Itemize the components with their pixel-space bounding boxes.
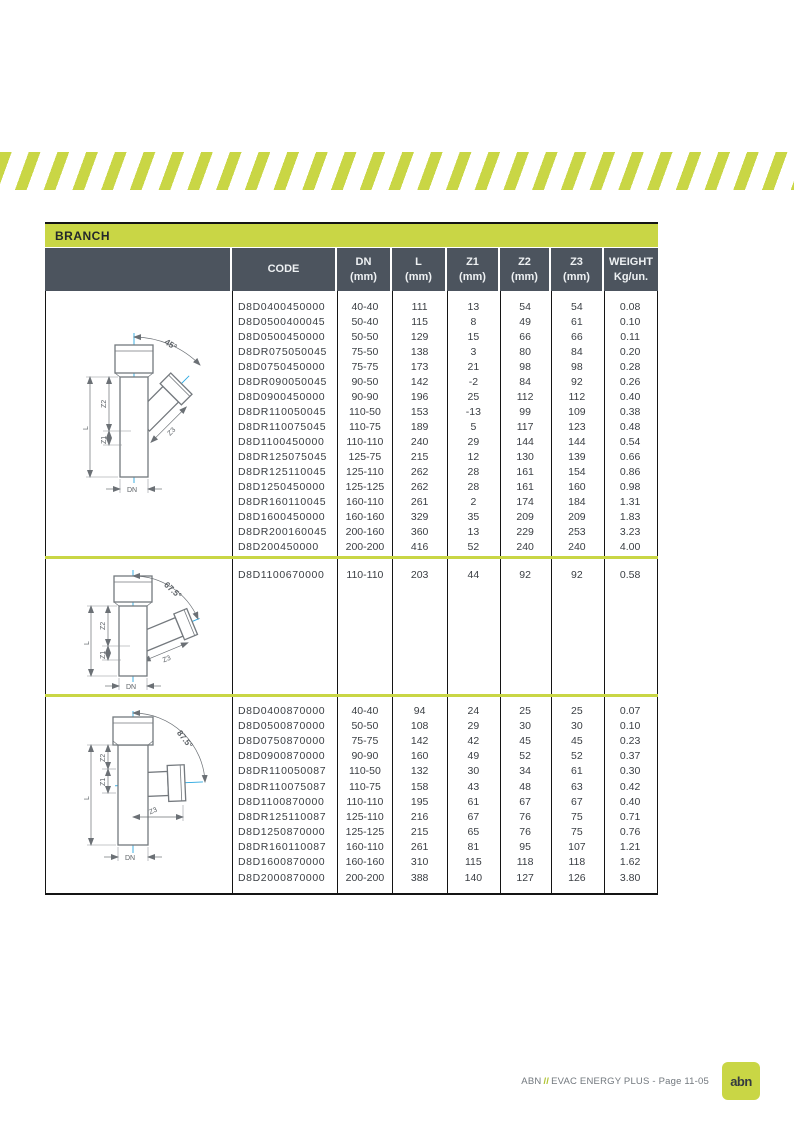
cell-dn: 50-40 <box>351 315 379 328</box>
cell-l: 216 <box>410 810 429 823</box>
cell-z3: 92 <box>571 375 583 388</box>
cell-code: D8DR160110045 <box>238 495 327 508</box>
table-row <box>233 494 657 509</box>
branch-45-drawing <box>52 323 227 501</box>
cell-z2: 92 <box>519 568 531 581</box>
cell-l: 329 <box>410 510 429 523</box>
cell-z3: 154 <box>568 465 586 478</box>
cell-dn: 50-50 <box>351 719 379 732</box>
dim-label-dn: DN <box>125 855 136 862</box>
dim-label-z1: Z1 <box>100 777 107 786</box>
cell-l: 310 <box>410 856 429 869</box>
angle-label-87: 87.5° <box>174 728 196 750</box>
branch-45-diagram <box>46 291 232 556</box>
column-header-weight: WEIGHT Kg/un. <box>604 248 658 291</box>
cell-code: D8D0750450000 <box>238 360 326 373</box>
cell-dn: 40-40 <box>351 704 379 717</box>
cell-weight: 0.30 <box>619 765 641 778</box>
cell-code: D8D2000870000 <box>238 871 326 884</box>
cell-z3: 139 <box>568 450 586 463</box>
cell-weight: 0.07 <box>619 704 641 717</box>
column-header-z1: Z1 (mm) <box>447 248 500 291</box>
cell-z1: 24 <box>467 704 480 717</box>
table-row <box>233 567 657 582</box>
table-row <box>233 314 657 329</box>
cell-l: 196 <box>410 390 429 403</box>
cell-z1: 13 <box>467 300 480 313</box>
cell-code: D8DR200160045 <box>238 525 327 538</box>
cell-l: 388 <box>410 871 429 884</box>
cell-code: D8D0750870000 <box>238 734 326 747</box>
cell-z2: 161 <box>516 465 534 478</box>
table-row <box>233 464 657 479</box>
cell-weight: 0.20 <box>619 345 641 358</box>
table-section-67 <box>45 559 658 697</box>
branch-table <box>45 222 658 895</box>
column-header-diagram <box>45 248 232 291</box>
table-row <box>233 374 657 389</box>
table-row <box>233 389 657 404</box>
cell-z1: 30 <box>467 765 480 778</box>
cell-l: 142 <box>410 734 429 747</box>
cell-z2: 161 <box>516 480 534 493</box>
cell-z2: 95 <box>519 841 531 854</box>
cell-code: D8D200450000 <box>238 540 319 553</box>
cell-dn: 75-75 <box>351 360 379 373</box>
cell-z2: 48 <box>519 780 531 793</box>
cell-code: D8DR075050045 <box>238 345 327 358</box>
cell-z3: 184 <box>568 495 586 508</box>
cell-z1: -2 <box>468 375 479 388</box>
cell-dn: 160-110 <box>346 495 384 508</box>
cell-dn: 160-160 <box>345 856 385 869</box>
cell-z3: 54 <box>571 300 583 313</box>
cell-z3: 67 <box>571 795 583 808</box>
dim-label-z2: Z2 <box>100 753 107 762</box>
cell-z3: 75 <box>571 810 583 823</box>
cell-z2: 144 <box>516 435 534 448</box>
cell-weight: 0.42 <box>619 780 641 793</box>
cell-z3: 98 <box>571 360 583 373</box>
cell-l: 108 <box>410 719 429 732</box>
cell-code: D8D0500400045 <box>238 315 326 328</box>
cell-z1: 81 <box>467 841 480 854</box>
dim-label-l: L <box>84 641 91 645</box>
table-row <box>233 749 657 764</box>
table-row <box>233 809 657 824</box>
cell-z2: 127 <box>516 871 534 884</box>
cell-z2: 52 <box>519 750 531 763</box>
cell-code: D8D1100450000 <box>238 435 325 448</box>
dim-label-z1: Z1 <box>100 435 108 444</box>
cell-z1: 2 <box>470 495 477 508</box>
cell-z1: 52 <box>467 540 480 553</box>
cell-weight: 0.98 <box>619 480 641 493</box>
cell-z3: 61 <box>571 315 583 328</box>
cell-l: 360 <box>410 525 429 538</box>
cell-z1: 65 <box>467 826 480 839</box>
cell-z1: 42 <box>467 734 480 747</box>
cell-z2: 229 <box>516 525 534 538</box>
cell-weight: 0.38 <box>619 405 641 418</box>
cell-z2: 66 <box>519 330 531 343</box>
dim-label-z3: Z3 <box>161 654 172 665</box>
cell-z3: 144 <box>568 435 586 448</box>
cell-z2: 118 <box>516 856 534 869</box>
cell-z1: 44 <box>467 568 480 581</box>
dim-label-z3: Z3 <box>166 426 177 438</box>
table-section-87 <box>45 697 658 895</box>
dim-label-z3: Z3 <box>148 806 159 817</box>
cell-z2: 76 <box>519 826 531 839</box>
table-row <box>233 855 657 870</box>
table-row <box>233 524 657 539</box>
cell-weight: 0.10 <box>619 315 641 328</box>
cell-code: D8D0400870000 <box>238 704 326 717</box>
column-header-z3: Z3 (mm) <box>551 248 604 291</box>
cell-weight: 3.80 <box>619 871 641 884</box>
cell-l: 153 <box>410 405 429 418</box>
cell-code: D8DR125110045 <box>238 465 327 478</box>
cell-z1: 28 <box>467 465 480 478</box>
cell-z2: 209 <box>516 510 534 523</box>
table-row <box>233 479 657 494</box>
angle-label-45: 45° <box>162 336 179 353</box>
cell-weight: 0.58 <box>619 568 641 581</box>
table-row <box>233 359 657 374</box>
cell-z3: 52 <box>571 750 583 763</box>
cell-z1: 21 <box>467 360 480 373</box>
branch-67-drawing <box>53 562 225 695</box>
cell-z2: 84 <box>519 375 531 388</box>
cell-weight: 1.21 <box>619 841 641 854</box>
cell-dn: 110-50 <box>348 765 381 778</box>
cell-z2: 174 <box>516 495 534 508</box>
footer-text <box>521 1076 709 1087</box>
cell-l: 203 <box>410 568 429 581</box>
cell-code: D8D1100670000 <box>238 568 325 581</box>
cell-dn: 110-110 <box>346 568 384 581</box>
rows-67 <box>233 559 657 582</box>
branch-87-drawing <box>53 705 225 867</box>
table-row <box>233 539 657 554</box>
cell-z1: 35 <box>467 510 480 523</box>
branch-67-diagram <box>46 559 232 694</box>
cell-z3: 240 <box>568 540 586 553</box>
cell-code: D8D0500450000 <box>238 330 326 343</box>
cell-weight: 0.48 <box>619 420 641 433</box>
cell-weight: 0.10 <box>619 719 641 732</box>
cell-dn: 125-125 <box>345 480 385 493</box>
dim-label-l: L <box>82 426 90 430</box>
dim-label-z1: Z1 <box>100 650 107 659</box>
cell-code: D8D0900870000 <box>238 750 326 763</box>
table-section-45 <box>45 291 658 559</box>
cell-dn: 110-75 <box>348 780 381 793</box>
table-row <box>233 509 657 524</box>
table-row <box>233 825 657 840</box>
cell-z1: 15 <box>467 330 480 343</box>
cell-z3: 92 <box>571 568 583 581</box>
cell-l: 115 <box>411 315 428 328</box>
footer-brand: ABN <box>521 1075 542 1087</box>
cell-z3: 109 <box>568 405 586 418</box>
cell-dn: 200-160 <box>345 525 385 538</box>
cell-z2: 30 <box>519 719 531 732</box>
cell-weight: 0.54 <box>619 435 641 448</box>
cell-z3: 123 <box>568 420 586 433</box>
table-row <box>233 703 657 718</box>
cell-weight: 0.66 <box>619 450 641 463</box>
cell-z3: 30 <box>571 719 583 732</box>
cell-l: 262 <box>410 480 429 493</box>
cell-weight: 0.23 <box>619 734 641 747</box>
cell-l: 261 <box>410 841 429 854</box>
cell-code: D8DR125110087 <box>238 810 327 823</box>
cell-code: D8D0500870000 <box>238 719 326 732</box>
cell-dn: 90-90 <box>351 390 379 403</box>
table-row <box>233 299 657 314</box>
cell-z3: 160 <box>568 480 586 493</box>
cell-z3: 25 <box>571 704 583 717</box>
section-title-bar <box>45 222 658 247</box>
dim-label-dn: DN <box>126 684 137 691</box>
cell-z2: 130 <box>516 450 534 463</box>
cell-z2: 45 <box>519 734 531 747</box>
cell-code: D8D1600870000 <box>238 856 326 869</box>
cell-l: 94 <box>413 704 426 717</box>
cell-code: D8D1100870000 <box>238 795 325 808</box>
table-row <box>233 329 657 344</box>
cell-dn: 125-110 <box>346 810 384 823</box>
cell-weight: 1.83 <box>619 510 641 523</box>
cell-z1: 5 <box>470 420 477 433</box>
cell-dn: 110-50 <box>348 405 381 418</box>
cell-z2: 49 <box>519 315 531 328</box>
cell-dn: 125-125 <box>345 826 385 839</box>
cell-l: 129 <box>410 330 429 343</box>
cell-code: D8D0400450000 <box>238 300 326 313</box>
cell-weight: 1.31 <box>619 495 641 508</box>
cell-z1: 115 <box>465 856 482 869</box>
cell-z3: 112 <box>568 390 586 403</box>
cell-l: 189 <box>410 420 429 433</box>
cell-code: D8DR110050087 <box>238 765 327 778</box>
page-title: BRANCH <box>55 229 110 243</box>
cell-l: 158 <box>410 780 429 793</box>
cell-z3: 253 <box>568 525 586 538</box>
table-row <box>233 779 657 794</box>
cell-z2: 99 <box>519 405 531 418</box>
cell-z2: 240 <box>516 540 534 553</box>
cell-dn: 90-50 <box>351 375 379 388</box>
dim-label-z2: Z2 <box>100 621 107 630</box>
cell-dn: 75-75 <box>351 734 379 747</box>
cell-l: 173 <box>410 360 429 373</box>
cell-z1: 61 <box>467 795 480 808</box>
cell-z2: 25 <box>519 704 531 717</box>
cell-weight: 0.37 <box>619 750 641 763</box>
cell-z3: 63 <box>571 780 583 793</box>
cell-z2: 34 <box>519 765 531 778</box>
cell-l: 160 <box>410 750 429 763</box>
cell-dn: 110-75 <box>348 420 381 433</box>
cell-z3: 107 <box>568 841 586 854</box>
dim-label-l: L <box>84 796 91 800</box>
cell-z1: 28 <box>467 480 480 493</box>
table-row <box>233 870 657 885</box>
cell-code: D8D1250450000 <box>238 480 326 493</box>
column-header-dn: DN (mm) <box>337 248 392 291</box>
cell-z3: 75 <box>571 826 583 839</box>
table-row <box>233 794 657 809</box>
cell-dn: 200-200 <box>345 540 385 553</box>
cell-z1: 29 <box>467 435 480 448</box>
dim-label-z2: Z2 <box>100 399 108 408</box>
table-row <box>233 344 657 359</box>
cell-z3: 45 <box>571 734 583 747</box>
cell-code: D8DR125075045 <box>238 450 327 463</box>
cell-z2: 76 <box>519 810 531 823</box>
cell-dn: 50-50 <box>351 330 379 343</box>
cell-dn: 125-75 <box>348 450 382 463</box>
cell-z3: 61 <box>571 765 583 778</box>
cell-z1: 43 <box>467 780 480 793</box>
cell-z1: 29 <box>467 719 480 732</box>
cell-code: D8D1250870000 <box>238 826 326 839</box>
cell-z1: 49 <box>467 750 480 763</box>
cell-z2: 117 <box>516 420 534 433</box>
cell-weight: 0.76 <box>619 826 641 839</box>
cell-z3: 118 <box>568 856 586 869</box>
cell-l: 416 <box>410 540 429 553</box>
table-row <box>233 434 657 449</box>
cell-weight: 4.00 <box>619 540 641 553</box>
cell-dn: 75-50 <box>351 345 379 358</box>
cell-weight: 0.26 <box>619 375 641 388</box>
table-row <box>233 764 657 779</box>
cell-code: D8DR110075045 <box>238 420 327 433</box>
cell-code: D8D1600450000 <box>238 510 326 523</box>
column-header-code: CODE <box>232 248 337 291</box>
cell-weight: 0.28 <box>619 360 641 373</box>
cell-z1: 12 <box>467 450 480 463</box>
cell-l: 262 <box>410 465 429 478</box>
cell-z1: 13 <box>467 525 480 538</box>
dim-label-dn: DN <box>126 487 137 494</box>
table-row <box>233 840 657 855</box>
cell-z3: 126 <box>568 871 586 884</box>
cell-z1: 25 <box>467 390 480 403</box>
column-header-z2: Z2 (mm) <box>500 248 551 291</box>
abn-logo-text: abn <box>730 1073 752 1089</box>
cell-z1: 67 <box>467 810 480 823</box>
cell-z3: 66 <box>571 330 583 343</box>
cell-z1: 8 <box>470 315 477 328</box>
cell-l: 111 <box>411 300 428 313</box>
cell-dn: 125-110 <box>346 465 384 478</box>
cell-weight: 0.08 <box>619 300 641 313</box>
table-row <box>233 733 657 748</box>
cell-z1: 140 <box>464 871 483 884</box>
decorative-stripes <box>0 152 794 190</box>
cell-code: D8DR090050045 <box>238 375 327 388</box>
cell-weight: 0.71 <box>619 810 641 823</box>
cell-weight: 0.86 <box>619 465 641 478</box>
angle-label-67: 67.5° <box>162 579 184 601</box>
table-row <box>233 404 657 419</box>
cell-code: D8DR160110087 <box>238 841 327 854</box>
branch-87-diagram <box>46 697 232 893</box>
cell-z3: 209 <box>568 510 586 523</box>
table-header <box>45 248 658 291</box>
table-row <box>233 419 657 434</box>
cell-dn: 160-160 <box>345 510 385 523</box>
cell-code: D8D0900450000 <box>238 390 326 403</box>
cell-l: 215 <box>410 826 429 839</box>
cell-z2: 80 <box>519 345 531 358</box>
cell-l: 240 <box>410 435 429 448</box>
footer-page-info: EVAC ENERGY PLUS - Page 11-05 <box>551 1075 709 1087</box>
cell-weight: 3.23 <box>619 525 641 538</box>
cell-z3: 84 <box>571 345 583 358</box>
cell-dn: 110-110 <box>346 435 384 448</box>
cell-dn: 40-40 <box>351 300 379 313</box>
cell-l: 142 <box>410 375 429 388</box>
cell-z2: 112 <box>516 390 534 403</box>
cell-l: 132 <box>410 765 429 778</box>
column-header-l: L (mm) <box>392 248 447 291</box>
cell-z1: -13 <box>465 405 481 418</box>
cell-dn: 110-110 <box>346 795 384 808</box>
cell-weight: 0.40 <box>619 390 641 403</box>
cell-weight: 0.40 <box>619 795 641 808</box>
abn-logo <box>722 1062 760 1100</box>
cell-dn: 160-110 <box>346 841 384 854</box>
rows-45 <box>233 291 657 554</box>
cell-z1: 3 <box>470 345 477 358</box>
table-row <box>233 718 657 733</box>
cell-dn: 200-200 <box>345 871 385 884</box>
cell-l: 195 <box>410 795 429 808</box>
page-footer <box>521 1062 760 1100</box>
cell-l: 215 <box>410 450 429 463</box>
cell-weight: 1.62 <box>619 856 641 869</box>
cell-code: D8DR110075087 <box>238 780 327 793</box>
cell-z2: 54 <box>519 300 531 313</box>
cell-dn: 90-90 <box>351 750 379 763</box>
table-row <box>233 449 657 464</box>
cell-l: 261 <box>410 495 429 508</box>
cell-z2: 98 <box>519 360 531 373</box>
cell-l: 138 <box>410 345 429 358</box>
cell-code: D8DR110050045 <box>238 405 327 418</box>
footer-separator: // <box>543 1075 550 1087</box>
rows-87 <box>233 697 657 885</box>
cell-z2: 67 <box>519 795 531 808</box>
cell-weight: 0.11 <box>620 330 640 343</box>
